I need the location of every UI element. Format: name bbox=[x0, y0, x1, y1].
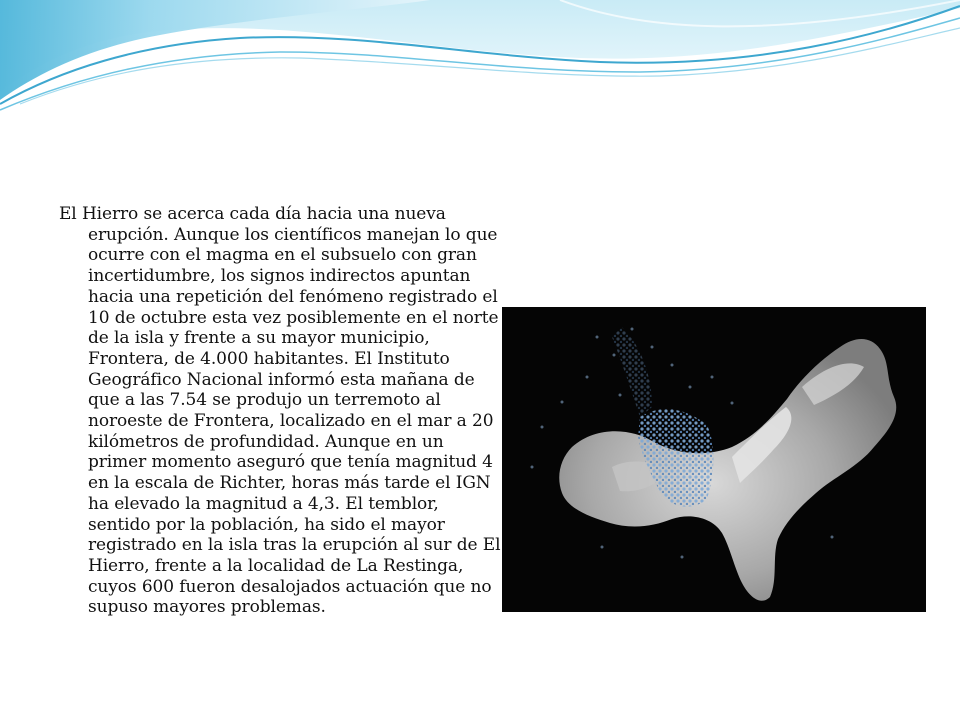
header-wave-decoration bbox=[0, 0, 960, 120]
body-paragraph: El Hierro se acerca cada día hacia una nueva erupción. Aunque los científicos manejan lo que ocurre con el magma en el subsuelo con gran incertidumbre, los signos indirectos apuntan hacia una repetición del fenómeno registrado el 10 de octubre esta vez posiblemente en el norte de la isla y frente a su mayor municipio, Frontera, de 4.000 habitantes. El Instituto Geográfico Nacional informó esta mañana de que a las 7.54 se produjo un terremoto al noroeste de Frontera, localizado en el mar a 20 kilómetros de profundidad. Aunque en un primer momento aseguró que tenía magnitud 4 en la escala de Richter, horas más tarde el IGN ha elevado la magnitud a 4,3. El temblor, sentido por la población, ha sido el mayor registrado en la isla tras la erupción al sur de El Hierro, frente a la localidad de La Restinga, cuyos 600 fueron desalojados actuación que no supuso mayores problemas. bbox=[59, 204, 501, 618]
el-hierro-seismic-photo bbox=[502, 307, 926, 612]
